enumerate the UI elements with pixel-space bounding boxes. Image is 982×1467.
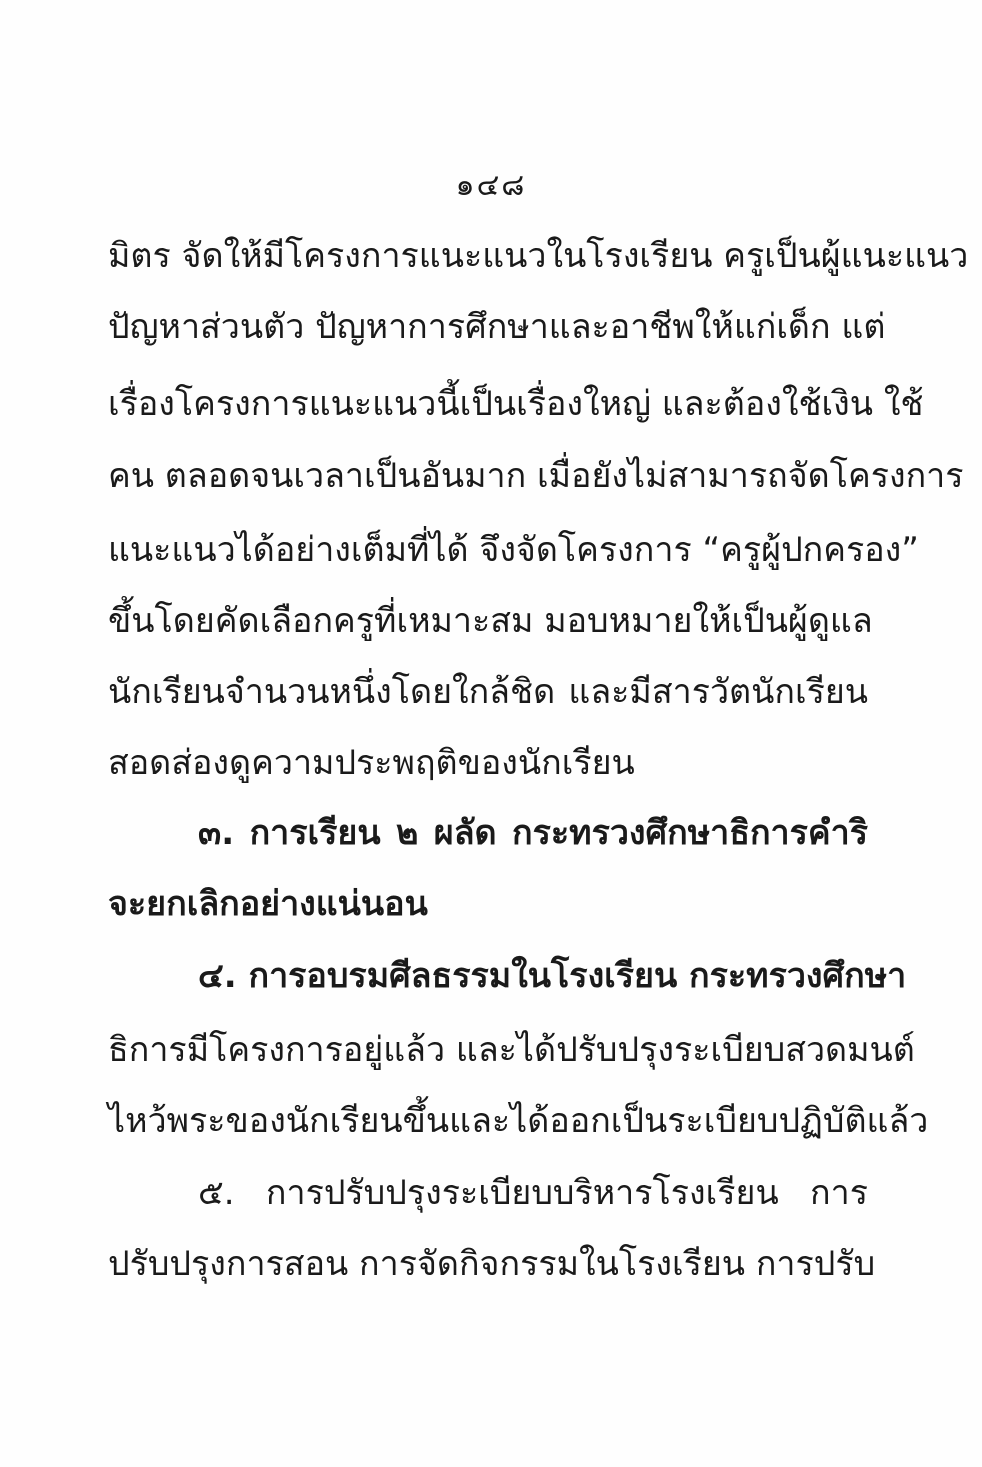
text-line: ขึ้นโดยคัดเลือกครูที่เหมาะสม มอบหมายให้เป็นผู้ดูแล bbox=[108, 601, 873, 641]
text-line: แนะแนวได้อย่างเต็มที่ได้ จึงจัดโครงการ “ครูผู้ปกครอง” bbox=[108, 530, 919, 570]
text-line: ปัญหาส่วนตัว ปัญหาการศึกษาและอาชีพให้แก่เด็ก แต่ bbox=[108, 307, 886, 347]
text-line: มิตร จัดให้มีโครงการแนะแนวในโรงเรียน ครูเป็นผู้แนะแนว bbox=[108, 236, 969, 276]
section-heading-5: ๕. การปรับปรุงระเบียบบริหารโรงเรียน การ bbox=[198, 1173, 868, 1213]
section-heading-4: ๔. การอบรมศีลธรรมในโรงเรียน กระทรวงศึกษา bbox=[198, 956, 907, 996]
text-line: นักเรียนจำนวนหนึ่งโดยใกล้ชิด และมีสารวัตนักเรียน bbox=[108, 672, 868, 712]
text-line: คน ตลอดจนเวลาเป็นอันมาก เมื่อยังไม่สามารถจัดโครงการ bbox=[108, 456, 964, 496]
page-number: ๑๔๘ bbox=[455, 168, 527, 203]
text-line: ไหว้พระของนักเรียนขึ้นและได้ออกเป็นระเบียบปฏิบัติแล้ว bbox=[108, 1101, 929, 1141]
text-line: เรื่องโครงการแนะแนวนี้เป็นเรื่องใหญ่ และต้องใช้เงิน ใช้ bbox=[108, 384, 924, 424]
text-line: สอดส่องดูความประพฤติของนักเรียน bbox=[108, 743, 635, 783]
text-line: จะยกเลิกอย่างแน่นอน bbox=[108, 884, 428, 924]
section-heading-3: ๓. การเรียน ๒ ผลัด กระทรวงศึกษาธิการคำริ bbox=[198, 813, 868, 853]
text-line: ปรับปรุงการสอน การจัดกิจกรรมในโรงเรียน การปรับ bbox=[108, 1244, 876, 1284]
text-line: ธิการมีโครงการอยู่แล้ว และได้ปรับปรุงระเบียบสวดมนต์ bbox=[108, 1030, 915, 1070]
